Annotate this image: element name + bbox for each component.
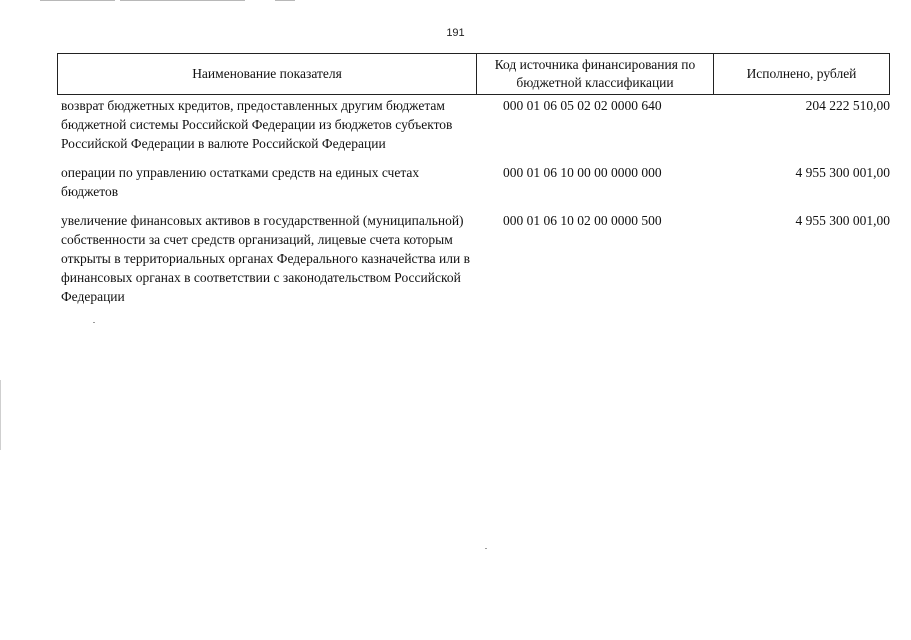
row-amount: 204 222 510,00 <box>805 98 890 113</box>
row-code: 000 01 06 10 00 00 0000 000 <box>503 165 662 180</box>
scan-artifact-line <box>120 0 245 1</box>
header-row <box>58 54 890 95</box>
scan-artifact-line <box>275 0 295 1</box>
page-number: 191 <box>446 27 465 39</box>
table-row <box>61 163 891 201</box>
table-row <box>61 211 891 306</box>
row-code: 000 01 06 10 02 00 0000 500 <box>503 213 662 228</box>
table-row <box>61 96 891 153</box>
row-amount: 4 955 300 001,00 <box>795 213 890 228</box>
scan-edge <box>0 380 1 450</box>
header-name: Наименование показателя <box>58 54 477 95</box>
table-body <box>61 96 891 316</box>
row-amount: 4 955 300 001,00 <box>795 165 890 180</box>
header-code: Код источника финансирования по бюджетной классификации <box>477 54 714 95</box>
scan-speck <box>485 548 487 549</box>
table-header <box>57 53 890 95</box>
scan-artifact-line <box>40 0 115 1</box>
scan-speck <box>93 322 95 323</box>
row-name: увеличение финансовых активов в государственной (муниципальной) собственности за счет средств организаций, лицевые счета которым открыты в территориальных органах Федерального казначейства или в финансовых органах в соответствии с законодательством Российской Федерации <box>61 213 470 304</box>
row-name: операции по управлению остатками средств на единых счетах бюджетов <box>61 165 420 199</box>
header-amount: Исполнено, рублей <box>714 54 890 95</box>
row-code: 000 01 06 05 02 02 0000 640 <box>503 98 662 113</box>
row-name: возврат бюджетных кредитов, предоставленных другим бюджетам бюджетной системы Российской Федерации из бюджетов субъектов Российской Федерации в валюте Российской Федерации <box>61 98 453 151</box>
